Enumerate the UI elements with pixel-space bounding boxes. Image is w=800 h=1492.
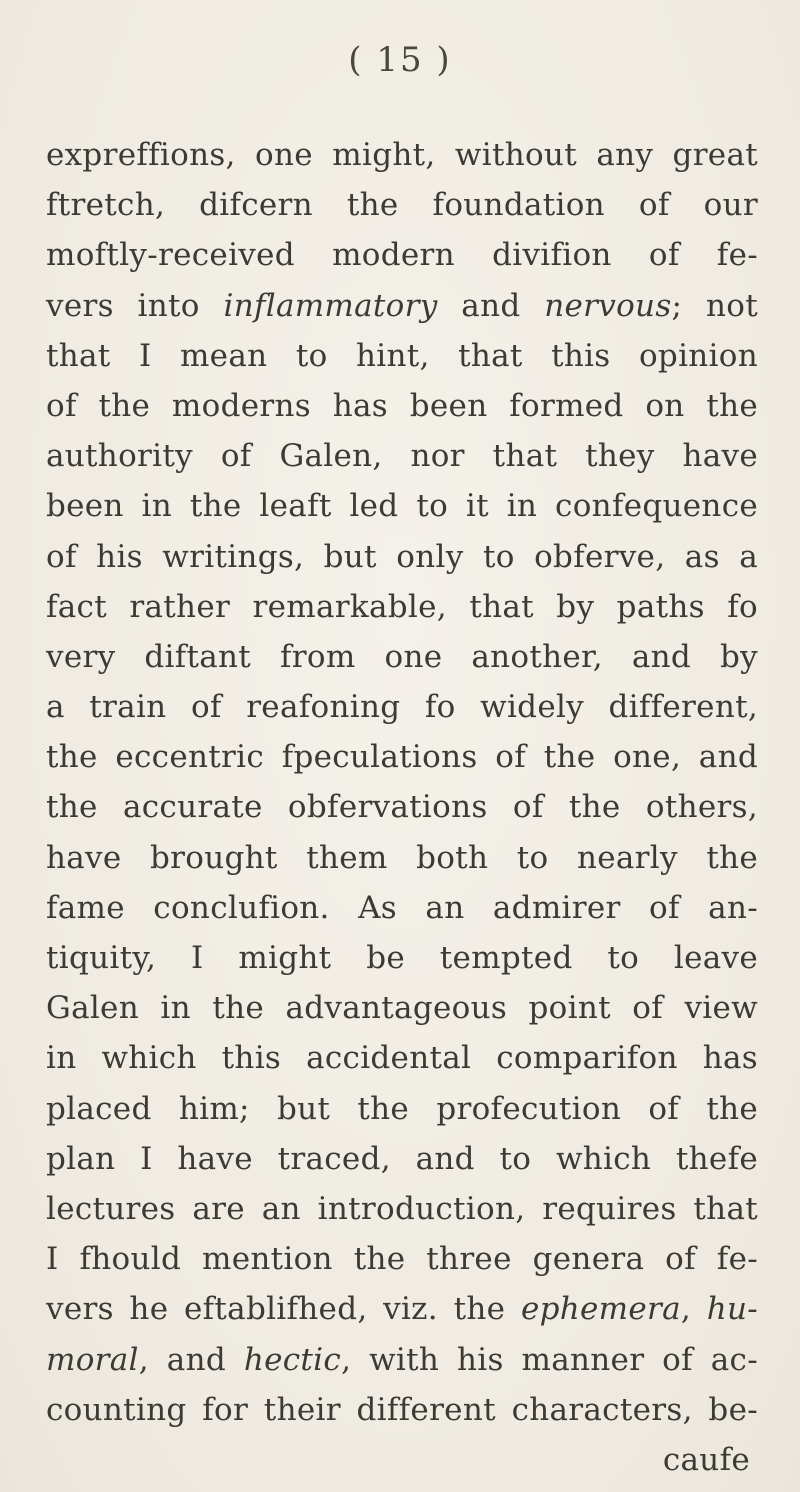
text-line: [46, 431, 758, 481]
text-line: [46, 883, 758, 933]
text-segment: the eccentric fpeculations of the one, and: [46, 739, 758, 776]
body-text: [46, 130, 758, 1485]
text-segment: very diftant from one another, and by: [46, 638, 758, 675]
text-line: [46, 1084, 758, 1134]
text-segment: placed him; but the profecution of the: [46, 1090, 758, 1127]
italic-term: hu-: [706, 1291, 759, 1328]
text-segment: a train of reafoning fo widely different,: [46, 689, 758, 726]
text-segment: the accurate obfervations of the others,: [46, 789, 758, 826]
text-line: [46, 481, 758, 531]
text-line: [46, 1284, 758, 1334]
text-segment: ,: [680, 1291, 707, 1328]
text-segment: tiquity, I might be tempted to leave: [46, 940, 758, 976]
text-line: [46, 1033, 758, 1083]
text-segment: ; not: [671, 287, 759, 324]
text-segment: of the moderns has been formed on the: [46, 387, 758, 424]
text-line: [46, 782, 758, 832]
text-segment: in which this accidental comparifon has: [46, 1040, 758, 1077]
text-line: [46, 933, 758, 983]
text-segment: vers into: [46, 287, 224, 324]
text-segment: lectures are an introduction, requires that: [46, 1190, 758, 1227]
text-line: [46, 331, 758, 381]
text-segment: and: [437, 287, 545, 324]
text-segment: , with his manner of ac-: [341, 1341, 758, 1378]
text-segment: moftly-received modern divifion of fe-: [46, 237, 758, 274]
text-line: [46, 381, 758, 431]
text-segment: expreffions, one might, without any great: [46, 137, 758, 173]
text-line: [46, 130, 758, 180]
text-segment: plan I have traced, and to which thefe: [46, 1140, 758, 1177]
text-line: [46, 281, 758, 331]
text-line: [46, 682, 758, 732]
text-line: [46, 230, 758, 280]
text-segment: of his writings, but only to obferve, as a: [46, 538, 758, 575]
text-segment: that I mean to hint, that this opinion: [46, 337, 758, 374]
text-segment: counting for their different characters, be-: [46, 1391, 758, 1428]
italic-term: nervous: [544, 287, 672, 324]
page-number: ( 15 ): [348, 40, 452, 80]
text-segment: , and: [138, 1341, 244, 1378]
text-segment: fame conclufion. As an admirer of an-: [46, 889, 758, 926]
text-segment: vers he eftablifhed, viz. the: [46, 1291, 521, 1328]
text-line: [46, 983, 758, 1033]
text-segment: been in the leaft led to it in confequence: [46, 488, 758, 525]
catchword: [46, 1435, 758, 1485]
text-segment: have brought them both to nearly the: [46, 839, 758, 876]
text-line: [46, 732, 758, 782]
text-line: [46, 1134, 758, 1184]
text-segment: fact rather remarkable, that by paths fo: [46, 588, 758, 625]
italic-term: ephemera: [520, 1291, 681, 1328]
text-line: [46, 1385, 758, 1435]
text-line: [46, 582, 758, 632]
text-line: [46, 1335, 758, 1385]
text-segment: Galen in the advantageous point of view: [46, 990, 758, 1027]
text-line: [46, 180, 758, 230]
italic-term: moral: [46, 1341, 139, 1378]
text-segment: caufe: [662, 1441, 750, 1478]
text-segment: I fhould mention the three genera of fe-: [46, 1241, 758, 1278]
italic-term: hectic: [243, 1341, 342, 1378]
text-line: [46, 833, 758, 883]
text-line: [46, 1184, 758, 1234]
text-segment: authority of Galen, nor that they have: [46, 438, 758, 475]
text-segment: ftretch, difcern the foundation of our: [46, 187, 758, 224]
text-line: [46, 532, 758, 582]
italic-term: inflammatory: [223, 287, 438, 324]
text-line: [46, 1234, 758, 1284]
text-line: [46, 632, 758, 682]
